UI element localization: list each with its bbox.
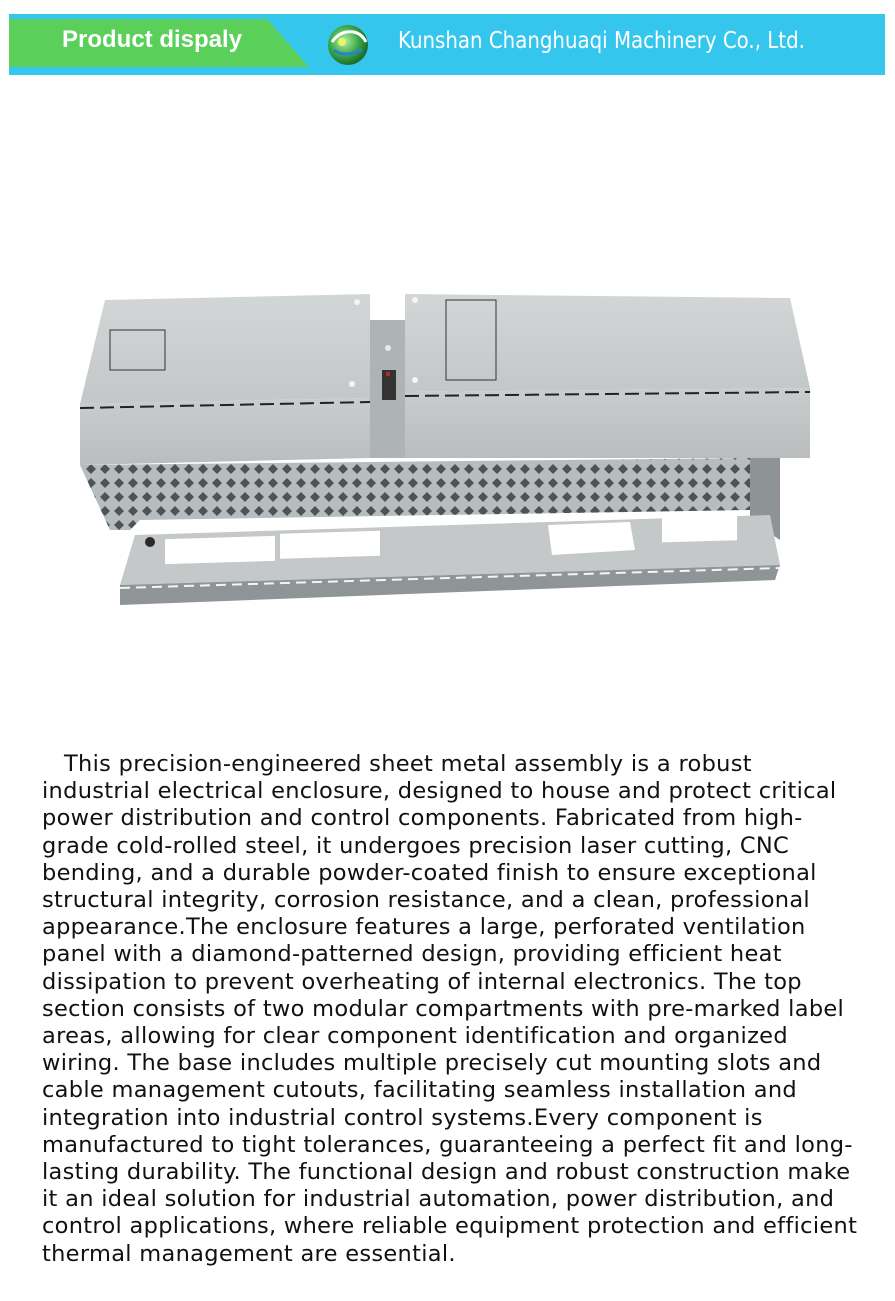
product-description: This precision-engineered sheet metal assembly is a robust industrial electrical enclosure, designed to house and protect critical power distribution and control components. Fabricated from high-grade cold-rolled steel, it undergoes precision laser cutting, CNC bending, and a durable powder-coated finish to ensure exceptional structural integrity, corrosion resistance, and a clean, professional appearance.The enclosure features a large, perforated ventilation panel with a diamond-patterned design, providing efficient heat dissipation to prevent overheating of internal electronics. The top section consists of two modular compartments with pre-marked label areas, allowing for clear component identification and organized wiring. The base includes multiple precisely cut mounting slots and cable management cutouts, facilitating seamless installation and integration into industrial control systems.Every component is manufactured to tight tolerances, guaranteeing a perfect fit and long-lasting durability. The functional design and robust construction make it an ideal solution for industrial automation, power distribution, and control applications, where reliable equipment protection and efficient thermal management are essential. — [42, 751, 858, 1267]
section-title: Product dispaly — [62, 26, 243, 53]
company-name: Kunshan Changhuaqi Machinery Co., Ltd. — [398, 28, 805, 54]
sheet-metal-enclosure-photo — [70, 280, 840, 620]
globe-logo-icon — [322, 20, 374, 68]
